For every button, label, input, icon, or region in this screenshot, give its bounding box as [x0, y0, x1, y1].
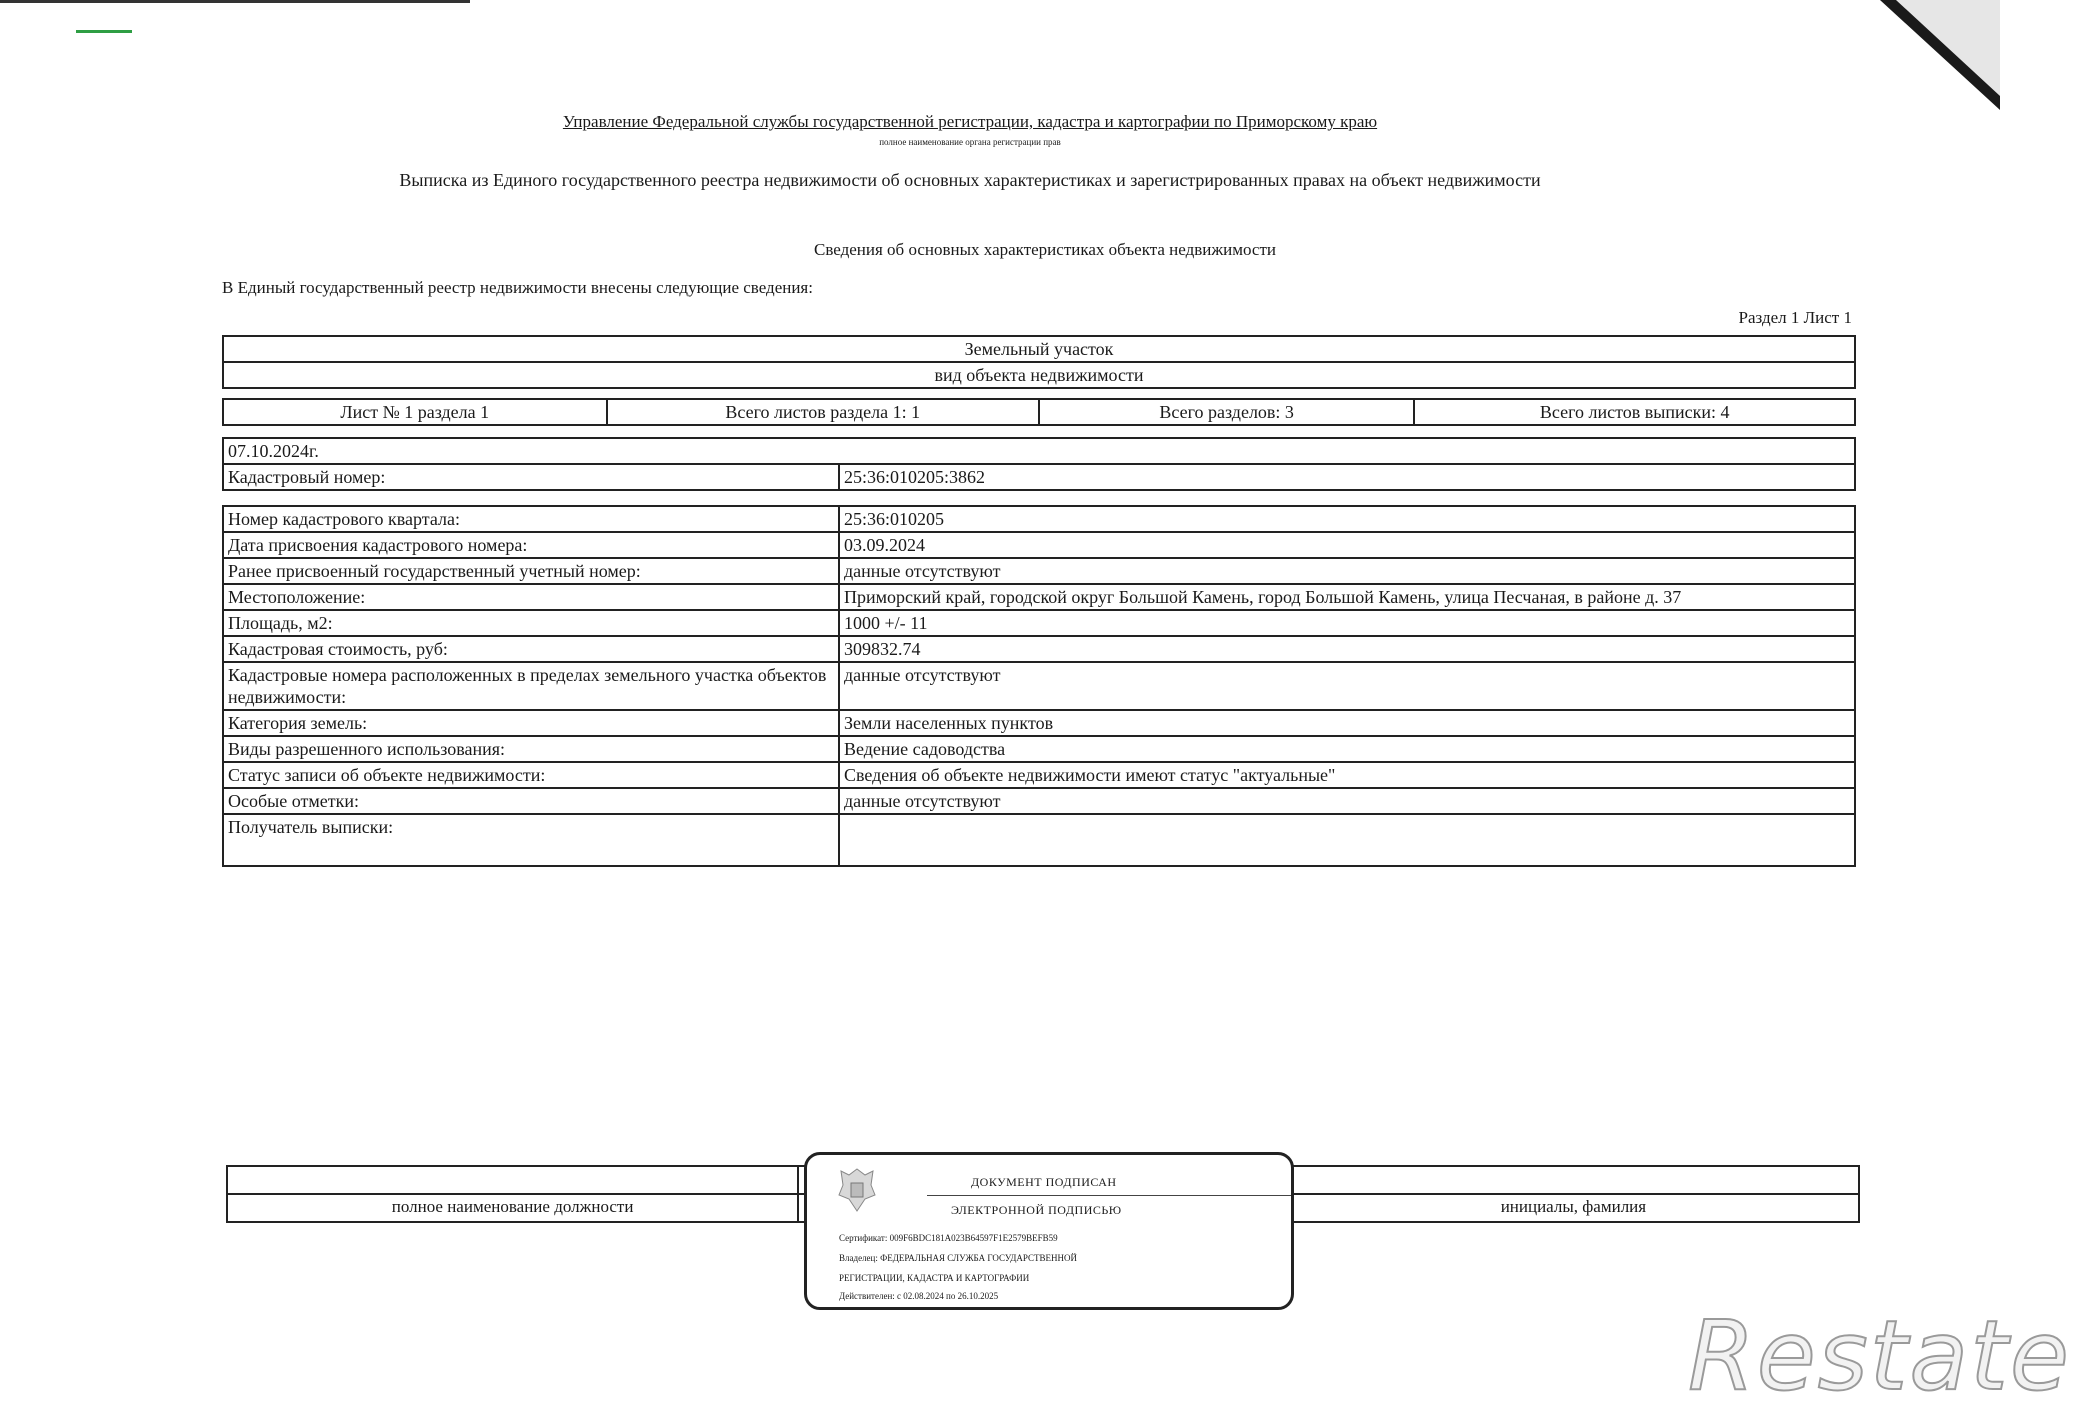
scan-top-edge: [0, 0, 470, 3]
sheet-number: Лист № 1 раздела 1: [223, 399, 607, 425]
row-label: Ранее присвоенный государственный учетный номер:: [223, 558, 839, 584]
sheet-reference: Раздел 1 Лист 1: [1738, 308, 1852, 327]
row-label: Особые отметки:: [223, 788, 839, 814]
name-caption: инициалы, фамилия: [1288, 1194, 1859, 1222]
stamp-validity: Действителен: с 02.08.2024 по 26.10.2025: [839, 1291, 999, 1301]
row-value: Земли населенных пунктов: [839, 710, 1855, 736]
table-row: [223, 506, 1855, 532]
row-label: Категория земель:: [223, 710, 839, 736]
row-value: Сведения об объекте недвижимости имеют статус "актуальные": [839, 762, 1855, 788]
row-label: Статус записи об объекте недвижимости:: [223, 762, 839, 788]
row-value: данные отсутствуют: [839, 662, 1855, 710]
table-row: [223, 610, 1855, 636]
position-caption: полное наименование должности: [227, 1194, 798, 1222]
date-table: [222, 437, 1856, 491]
row-label: Площадь, м2:: [223, 610, 839, 636]
stamp-line-1: ДОКУМЕНТ ПОДПИСАН: [971, 1175, 1117, 1189]
row-label: Получатель выписки:: [223, 814, 839, 866]
row-label: Кадастровая стоимость, руб:: [223, 636, 839, 662]
row-label: Номер кадастрового квартала:: [223, 506, 839, 532]
table-row: [223, 636, 1855, 662]
stamp-divider: [927, 1195, 1291, 1196]
stamp-owner-1: Владелец: ФЕДЕРАЛЬНАЯ СЛУЖБА ГОСУДАРСТВЕННОЙ: [839, 1253, 1078, 1263]
section-title: Сведения об основных характеристиках объекта недвижимости: [814, 240, 1276, 259]
row-value: 03.09.2024: [839, 532, 1855, 558]
row-label: Виды разрешенного использования:: [223, 736, 839, 762]
row-value: 1000 +/- 11: [839, 610, 1855, 636]
row-value: Ведение садоводства: [839, 736, 1855, 762]
intro-text: В Единый государственный реестр недвижимости внесены следующие сведения:: [222, 278, 813, 297]
table-row: [223, 710, 1855, 736]
extract-sheet-count: Всего листов выписки: 4: [1414, 399, 1855, 425]
coat-of-arms-icon: [835, 1165, 879, 1215]
row-value: 25:36:010205: [839, 506, 1855, 532]
agency-caption: полное наименование органа регистрации прав: [879, 137, 1061, 147]
object-type-caption: вид объекта недвижимости: [223, 362, 1855, 388]
watermark-logo: Restate: [1688, 1300, 2071, 1412]
section-count: Всего разделов: 3: [1039, 399, 1414, 425]
table-row: [223, 662, 1855, 710]
document-title: Выписка из Единого государственного реестра недвижимости об основных характеристиках и зарегистрированных правах на объект недвижимости: [399, 170, 1541, 190]
object-type-table: [222, 335, 1856, 389]
row-value: 309832.74: [839, 636, 1855, 662]
table-row: [223, 532, 1855, 558]
table-row: [223, 558, 1855, 584]
row-label: Местоположение:: [223, 584, 839, 610]
characteristics-table: [222, 505, 1856, 867]
table-row: [223, 814, 1855, 866]
object-type: Земельный участок: [223, 336, 1855, 362]
stamp-owner-2: РЕГИСТРАЦИИ, КАДАСТРА И КАРТОГРАФИИ: [839, 1273, 1030, 1283]
table-row: [223, 788, 1855, 814]
scan-mark: [76, 30, 132, 33]
sheet-info-table: [222, 398, 1856, 426]
row-value: Приморский край, городской округ Большой Камень, город Большой Камень, улица Песчаная, в районе д. 37: [839, 584, 1855, 610]
row-value: данные отсутствуют: [839, 558, 1855, 584]
section-sheet-count: Всего листов раздела 1: 1: [607, 399, 1039, 425]
row-value: [839, 814, 1855, 866]
extract-date: 07.10.2024г.: [223, 438, 1855, 464]
stamp-line-2: ЭЛЕКТРОННОЙ ПОДПИСЬЮ: [951, 1203, 1122, 1217]
table-row: [223, 762, 1855, 788]
row-value: данные отсутствуют: [839, 788, 1855, 814]
cadastral-number-value: 25:36:010205:3862: [839, 464, 1855, 490]
table-row: [223, 584, 1855, 610]
e-signature-stamp: [804, 1152, 1294, 1310]
row-label: Кадастровые номера расположенных в пределах земельного участка объектов недвижимости:: [223, 662, 839, 710]
table-row: [223, 736, 1855, 762]
row-label: Дата присвоения кадастрового номера:: [223, 532, 839, 558]
cadastral-number-label: Кадастровый номер:: [223, 464, 839, 490]
scan-corner-fold: [1896, 0, 2000, 96]
stamp-certificate: Сертификат: 009F6BDC181A023B64597F1E2579BEFB59: [839, 1233, 1058, 1243]
agency-name: Управление Федеральной службы государственной регистрации, кадастра и картографии по Приморскому краю: [562, 112, 1378, 131]
